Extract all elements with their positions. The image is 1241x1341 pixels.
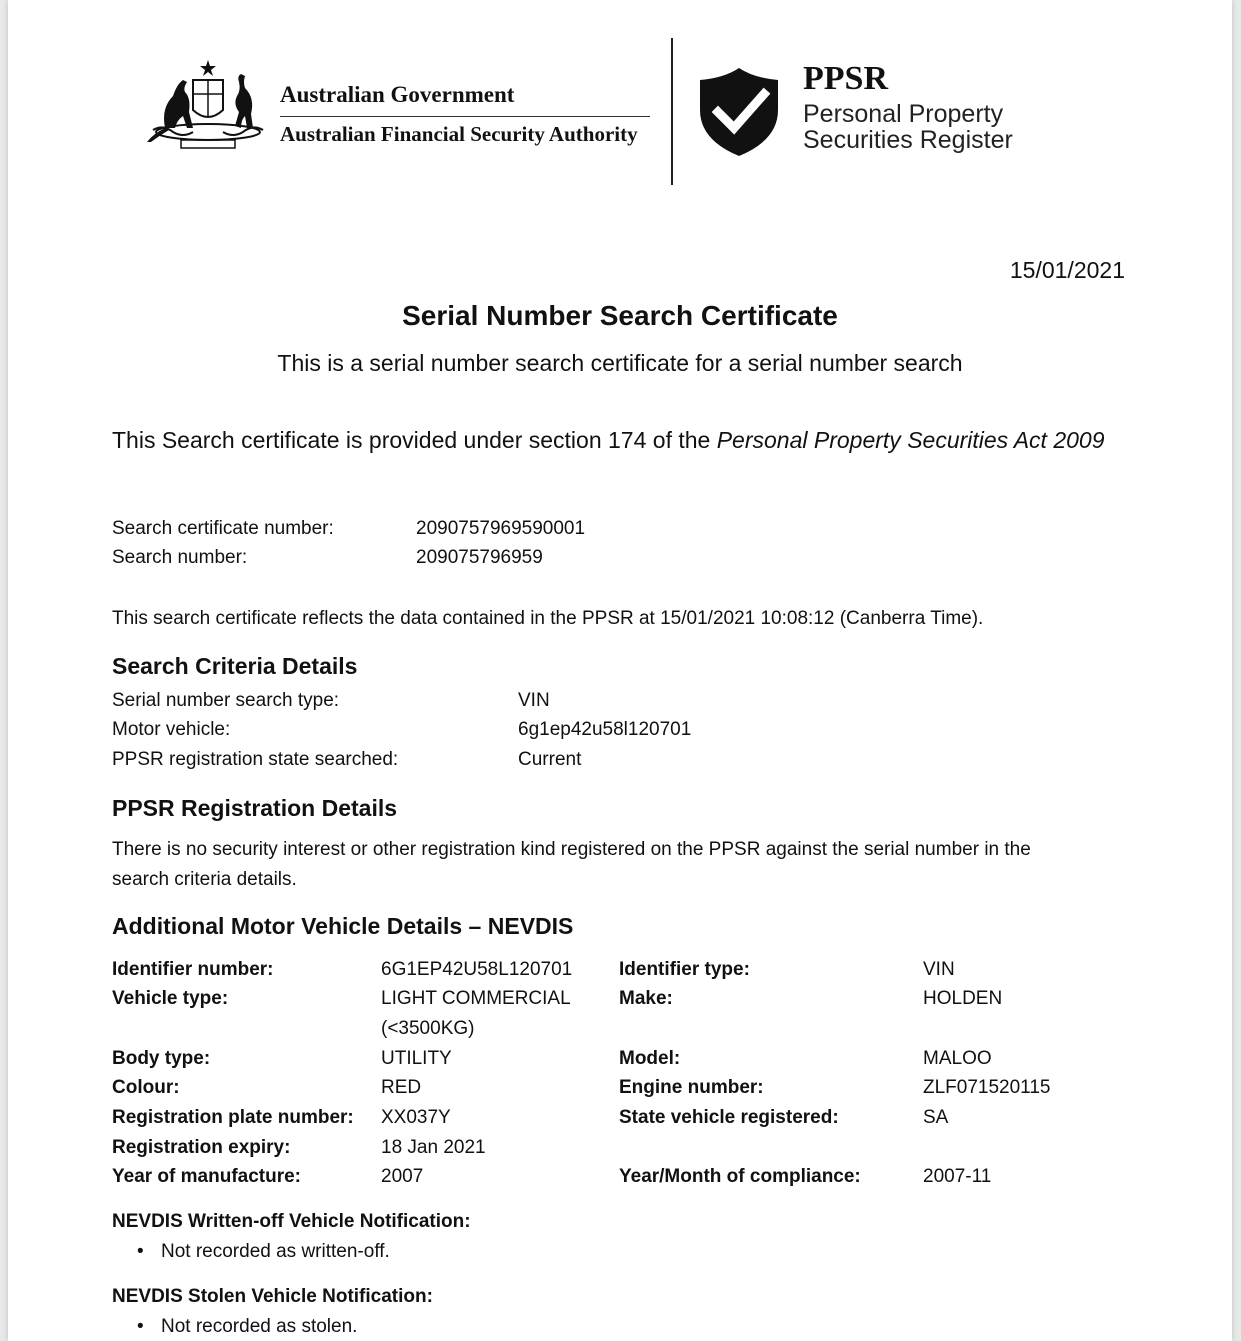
nevdis-value: 2007-11 <box>923 1166 992 1187</box>
certificate-date: 15/01/2021 <box>1009 257 1125 283</box>
nevdis-value: 18 Jan 2021 <box>381 1137 486 1158</box>
criteria-value: 6g1ep42u58l120701 <box>518 719 692 740</box>
written-off-item: • Not recorded as written-off. <box>161 1241 390 1263</box>
nevdis-value: VIN <box>923 959 955 980</box>
nevdis-value: LIGHT COMMERCIAL <box>381 988 571 1009</box>
nevdis-label: Make: <box>619 988 673 1009</box>
cert-number-value: 2090757969590001 <box>416 518 586 539</box>
document-subtitle: This is a serial number search certificate for a serial number search <box>277 350 963 376</box>
nevdis-value: SA <box>923 1107 949 1128</box>
registration-text-line1: There is no security interest or other registration kind registered on the PPSR against the serial number in the <box>112 839 1031 860</box>
nevdis-value: ZLF071520115 <box>923 1077 1051 1098</box>
legislation-statement <box>112 425 1132 455</box>
nevdis-label: Identifier type: <box>619 959 750 980</box>
agency-name: Australian Financial Security Authority <box>280 122 638 146</box>
nevdis-label: Model: <box>619 1048 681 1069</box>
ppsr-name-line2: Securities Register <box>803 126 1013 154</box>
registration-heading: PPSR Registration Details <box>112 795 398 821</box>
stolen-item: • Not recorded as stolen. <box>161 1316 357 1338</box>
nevdis-label: Colour: <box>112 1077 180 1098</box>
nevdis-value: UTILITY <box>381 1048 452 1069</box>
cert-number-label: Search certificate number: <box>112 518 334 539</box>
nevdis-label: Body type: <box>112 1048 211 1069</box>
shield-check-icon <box>694 66 784 158</box>
nevdis-value: 2007 <box>381 1166 424 1187</box>
criteria-value: VIN <box>518 690 550 711</box>
coat-of-arms-icon <box>143 58 273 153</box>
ppsr-name-line1: Personal Property <box>803 100 1004 128</box>
nevdis-value: XX037Y <box>381 1107 451 1128</box>
nevdis-value: 6G1EP42U58L120701 <box>381 959 573 980</box>
nevdis-label: Identifier number: <box>112 959 274 980</box>
criteria-label: Motor vehicle: <box>112 719 231 740</box>
nevdis-value: MALOO <box>923 1048 992 1069</box>
data-timestamp-statement: This search certificate reflects the data contained in the PPSR at 15/01/2021 10:08:12 (Canberra Time). <box>112 608 984 629</box>
criteria-value: Current <box>518 749 582 770</box>
act-name: Personal Property Securities Act 2009 <box>716 427 1105 453</box>
criteria-label: PPSR registration state searched: <box>112 749 399 770</box>
nevdis-label: Registration expiry: <box>112 1137 291 1158</box>
nevdis-label: Registration plate number: <box>112 1107 354 1128</box>
nevdis-value: HOLDEN <box>923 988 1003 1009</box>
ppsr-acronym: PPSR <box>803 60 888 97</box>
certificate-page <box>8 0 1232 1341</box>
registration-text-line2: search criteria details. <box>112 869 297 890</box>
nevdis-label: Year/Month of compliance: <box>619 1166 861 1187</box>
government-name: Australian Government <box>280 82 515 107</box>
nevdis-label: Vehicle type: <box>112 988 229 1009</box>
legislation-text: This Search certificate is provided under section 174 of the <box>112 427 717 453</box>
nevdis-label: State vehicle registered: <box>619 1107 839 1128</box>
written-off-heading: NEVDIS Written-off Vehicle Notification: <box>112 1211 471 1232</box>
search-number-value: 209075796959 <box>416 547 543 568</box>
search-criteria-heading: Search Criteria Details <box>112 653 358 679</box>
criteria-label: Serial number search type: <box>112 690 340 711</box>
header-rule <box>280 116 650 117</box>
document-title: Serial Number Search Certificate <box>402 300 838 331</box>
nevdis-label: Year of manufacture: <box>112 1166 301 1187</box>
nevdis-value-cont: (<3500KG) <box>381 1018 475 1039</box>
nevdis-heading: Additional Motor Vehicle Details – NEVDIS <box>112 913 574 939</box>
stolen-heading: NEVDIS Stolen Vehicle Notification: <box>112 1286 433 1307</box>
nevdis-value: RED <box>381 1077 422 1098</box>
nevdis-label: Engine number: <box>619 1077 764 1098</box>
header-divider <box>671 38 673 185</box>
search-number-label: Search number: <box>112 547 248 568</box>
